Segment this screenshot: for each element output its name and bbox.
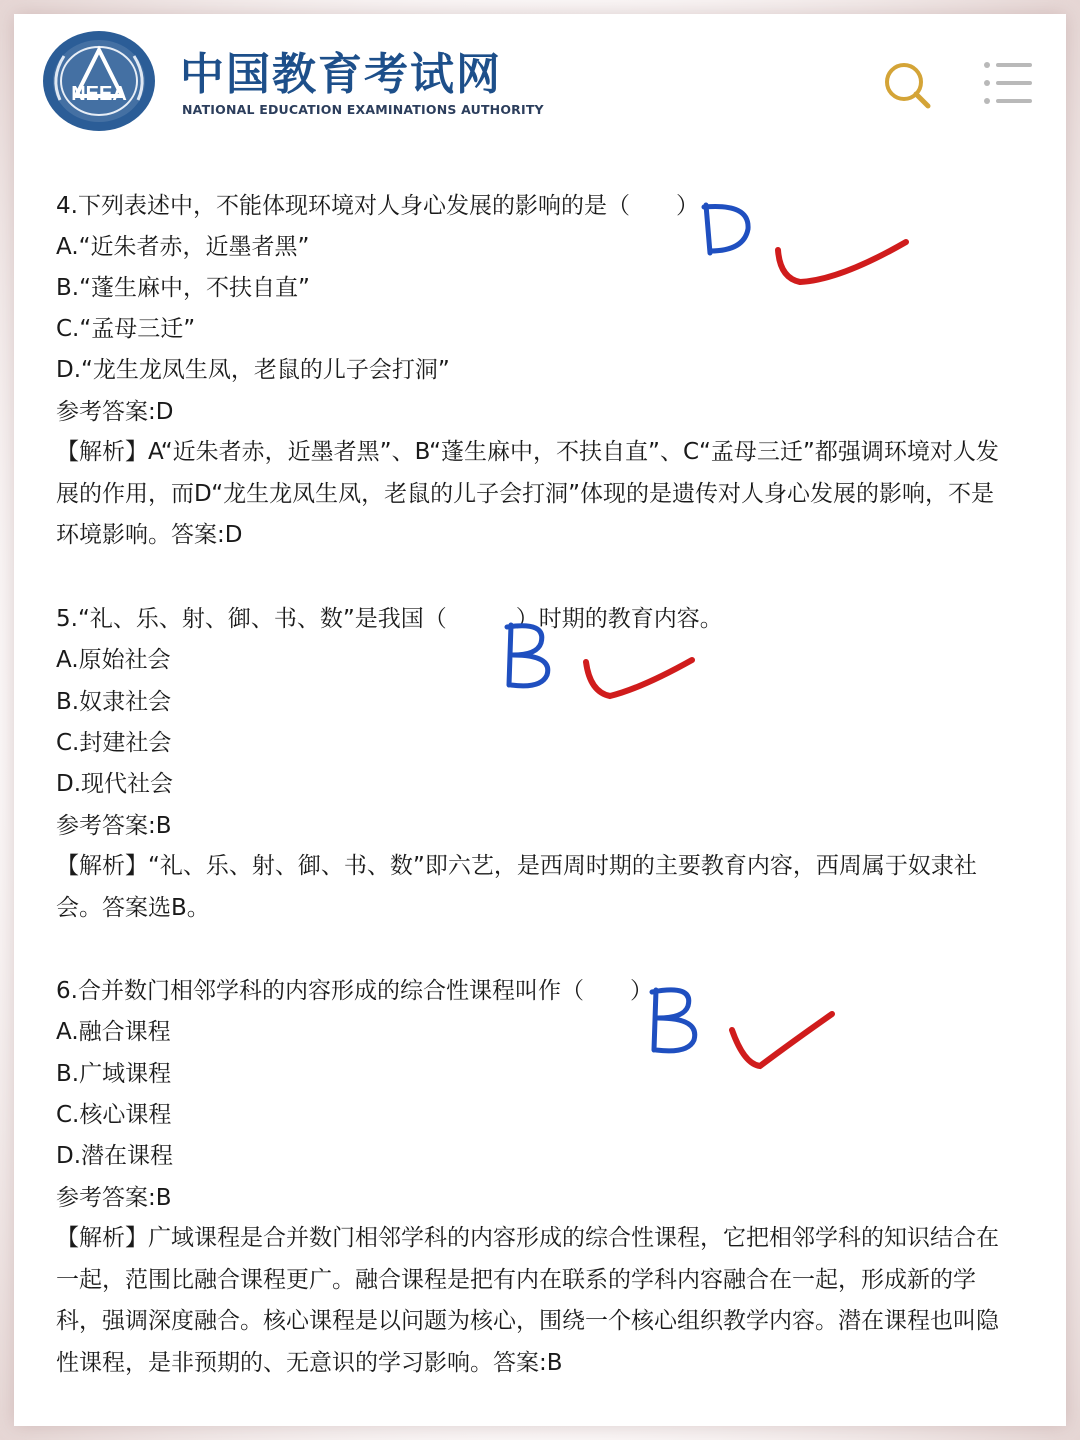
question-stem: 5.“礼、乐、射、御、书、数”是我国（ ）时期的教育内容。 (56, 606, 723, 632)
handwritten-answer-d (690, 195, 760, 265)
option-a: A.“近朱者赤，近墨者黑” (56, 234, 310, 260)
checkmark-icon (722, 1000, 847, 1080)
option-d: D.现代社会 (56, 771, 174, 797)
analysis-body: A“近朱者赤，近墨者黑”、B“蓬生麻中，不扶自直”、C“孟母三迁”都强调环境对人发展的作用，而D“龙生龙凤生凤，老鼠的儿子会打洞”体现的是遗传对人身心发展的影响，不是环境影响。答案:D (56, 439, 999, 548)
reference-answer: 参考答案:B (56, 813, 172, 839)
checkmark-icon (578, 648, 703, 708)
option-c: C.封建社会 (56, 730, 172, 756)
analysis-text (56, 846, 1006, 929)
analysis-body: 广域课程是合并数门相邻学科的内容形成的综合性课程，它把相邻学科的知识结合在一起，范围比融合课程更广。融合课程是把有内在联系的学科内容融合在一起，形成新的学科，强调深度融合。核心课程是以问题为核心，围绕一个核心组织教学内容。潜在课程也叫隐性课程，是非预期的、无意识的学习影响。答案:B (56, 1225, 999, 1376)
analysis-text (56, 1218, 1006, 1384)
analysis-label: 【解析】 (56, 853, 148, 879)
analysis-body: “礼、乐、射、御、书、数”即六艺，是西周时期的主要教育内容，西周属于奴隶社会。答案选B。 (56, 853, 977, 921)
question-stem: 4.下列表述中，不能体现环境对人身心发展的影响的是（ ） (56, 193, 699, 219)
emblem-text: NEEA (71, 83, 127, 105)
neea-emblem-icon (40, 28, 158, 134)
option-b: B.奴隶社会 (56, 689, 172, 715)
option-c: C.核心课程 (56, 1102, 172, 1128)
option-b: B.广域课程 (56, 1061, 172, 1087)
analysis-label: 【解析】 (56, 1225, 148, 1251)
option-d: D.潜在课程 (56, 1143, 174, 1169)
handwritten-answer-b (495, 615, 565, 695)
page-card (14, 14, 1066, 1426)
reference-answer: 参考答案:D (56, 399, 174, 425)
option-a: A.融合课程 (56, 1019, 171, 1045)
site-logo-subtitle: NATIONAL EDUCATION EXAMINATIONS AUTHORITY (182, 102, 544, 117)
option-d: D.“龙生龙凤生凤，老鼠的儿子会打洞” (56, 357, 450, 383)
menu-icon[interactable] (982, 60, 1034, 106)
option-a: A.原始社会 (56, 647, 171, 673)
handwritten-answer-b (640, 978, 710, 1058)
analysis-label: 【解析】 (56, 439, 148, 465)
analysis-text (56, 432, 1006, 557)
option-c: C.“孟母三迁” (56, 316, 196, 342)
search-icon[interactable] (880, 58, 936, 114)
site-logo-text[interactable]: 中国教育考试网 (180, 49, 502, 100)
reference-answer: 参考答案:B (56, 1185, 172, 1211)
option-b: B.“蓬生麻中，不扶自直” (56, 275, 310, 301)
checkmark-icon (770, 232, 920, 302)
question-stem: 6.合并数门相邻学科的内容形成的综合性课程叫作（ ） (56, 978, 653, 1004)
